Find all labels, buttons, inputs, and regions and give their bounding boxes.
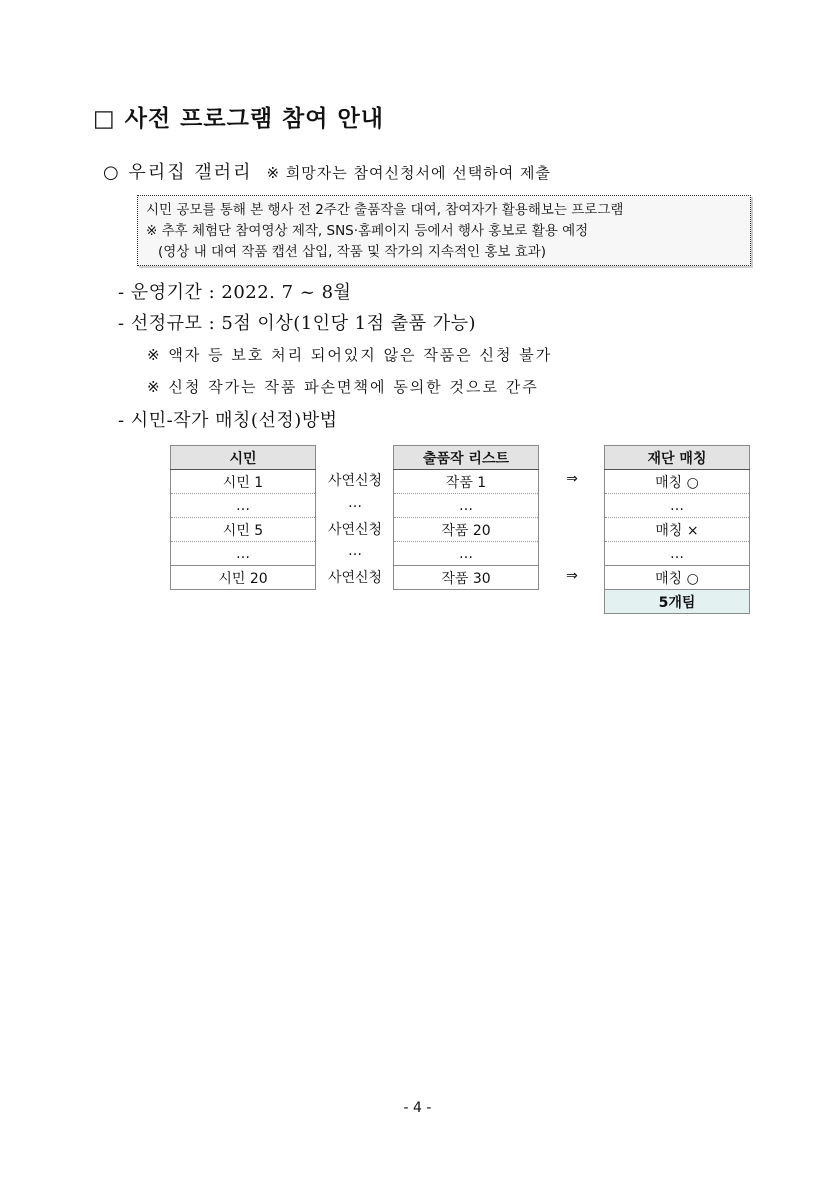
foundation-header: 재단 매칭 [605, 446, 750, 470]
application-label: … [348, 543, 362, 559]
work-cell: 작품 20 [394, 518, 539, 542]
work-cell: 작품 30 [394, 566, 539, 590]
match-result-cell: … [605, 542, 750, 566]
citizen-cell: 시민 1 [171, 470, 316, 494]
subsection-title [103, 158, 551, 184]
notice-box [137, 195, 751, 266]
application-label: … [348, 495, 362, 511]
work-cell: … [394, 542, 539, 566]
citizen-cell: 시민 20 [171, 566, 316, 590]
page-number: - 4 - [403, 1100, 432, 1116]
citizen-cell: … [171, 542, 316, 566]
notice-line-3: (영상 내 대여 작품 캡션 삽입, 작품 및 작가의 지속적인 홍보 효과) [158, 244, 547, 260]
subsection-title-text: ○ 우리집 갤러리 [103, 162, 253, 183]
citizen-header: 시민 [171, 446, 316, 470]
section-title: □ 사전 프로그램 참여 안내 [93, 106, 384, 132]
works-header: 출품작 리스트 [394, 446, 539, 470]
match-result-cell: 매칭 ○ [605, 470, 750, 494]
application-label: 사연신청 [327, 522, 383, 538]
application-label: 사연신청 [327, 570, 383, 586]
matching-method-heading: - 시민-작가 매칭(선정)방법 [118, 410, 338, 431]
notice-line-1: 시민 공모를 통해 본 행사 전 2주간 출품작을 대여, 참여자가 활용해보는 프로그램 [146, 202, 624, 218]
right-arrow-icon: ⇒ [566, 471, 578, 487]
frame-note: ※ 액자 등 보호 처리 되어있지 않은 작품은 신청 불가 [147, 346, 553, 364]
selection-scale: - 선정규모 : 5점 이상(1인당 1점 출품 가능) [118, 313, 477, 334]
works-column [393, 445, 539, 590]
subsection-note: ※ 희망자는 참여신청서에 선택하여 제출 [266, 164, 551, 182]
work-cell: 작품 1 [394, 470, 539, 494]
citizen-column [170, 445, 316, 590]
operation-period: - 운영기간 : 2022. 7 ~ 8월 [118, 282, 352, 303]
damage-waiver-note: ※ 신청 작가는 작품 파손면책에 동의한 것으로 간주 [147, 378, 539, 396]
notice-line-2: ※ 추후 체험단 참여영상 제작, SNS·홈페이지 등에서 행사 홍보로 활용 예정 [146, 223, 589, 239]
match-result-cell: … [605, 494, 750, 518]
right-arrow-icon: ⇒ [566, 568, 578, 584]
application-label: 사연신청 [327, 473, 383, 489]
foundation-matching-column [604, 445, 750, 614]
match-result-cell: 매칭 × [605, 518, 750, 542]
match-result-cell: 매칭 ○ [605, 566, 750, 590]
work-cell: … [394, 494, 539, 518]
match-total-cell: 5개팀 [605, 590, 750, 614]
citizen-cell: 시민 5 [171, 518, 316, 542]
citizen-cell: … [171, 494, 316, 518]
